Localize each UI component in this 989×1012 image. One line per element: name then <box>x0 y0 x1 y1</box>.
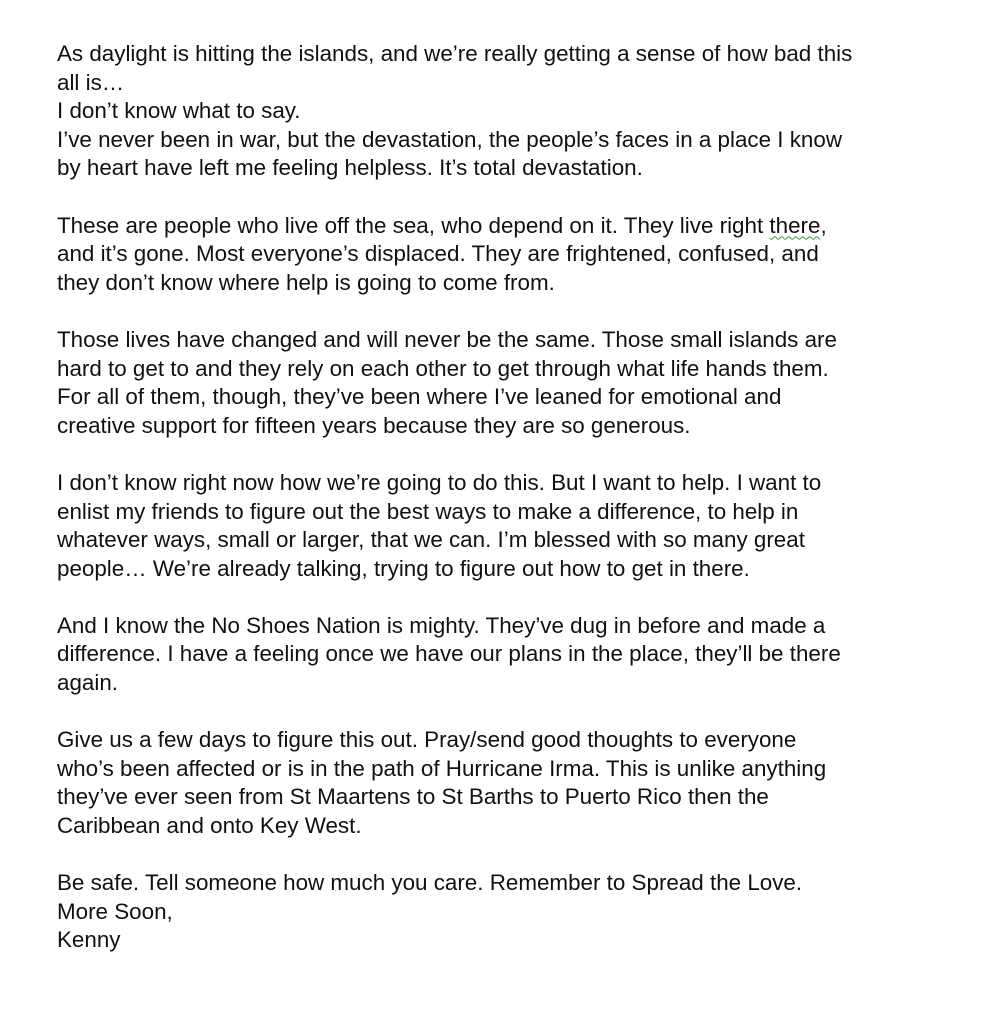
text-line: I’ve never been in war, but the devastation, the people’s faces in a place I know <box>57 126 843 152</box>
text-line: whatever ways, small or larger, that we can. I’m blessed with so many great <box>57 527 805 553</box>
text-segment: , <box>820 212 827 238</box>
signature-name: Kenny <box>57 927 121 953</box>
paragraph-spacer <box>57 583 937 612</box>
paragraph-help <box>57 469 937 583</box>
paragraph-spacer <box>57 440 937 469</box>
text-line: they don’t know where help is going to come from. <box>57 269 555 295</box>
text-line <box>57 212 937 241</box>
text-line: all is… <box>57 69 125 95</box>
paragraph-hurricane <box>57 726 937 840</box>
text-line: who’s been affected or is in the path of Hurricane Irma. This is unlike anything <box>57 755 827 781</box>
paragraph-no-shoes-nation <box>57 612 937 698</box>
text-line: More Soon, <box>57 898 173 924</box>
text-line: I don’t know what to say. <box>57 98 301 124</box>
text-line: they’ve ever seen from St Maartens to St Barths to Puerto Rico then the <box>57 784 769 810</box>
text-line: enlist my friends to figure out the best ways to make a difference, to help in <box>57 498 799 524</box>
paragraph-spacer <box>57 698 937 727</box>
paragraph-spacer <box>57 297 937 326</box>
letter-body <box>57 40 937 955</box>
text-line: and it’s gone. Most everyone’s displaced. They are frightened, confused, and <box>57 241 819 267</box>
text-line: And I know the No Shoes Nation is mighty. They’ve dug in before and made a <box>57 612 826 638</box>
text-line: people… We’re already talking, trying to figure out how to get in there. <box>57 555 750 581</box>
grammar-flagged-word: there <box>769 212 821 238</box>
text-line: Be safe. Tell someone how much you care. Remember to Spread the Love. <box>57 870 803 896</box>
paragraph-people <box>57 212 937 298</box>
text-line: creative support for fifteen years because they are so generous. <box>57 412 691 438</box>
text-line: difference. I have a feeling once we have our plans in the place, they’ll be there <box>57 641 841 667</box>
paragraph-spacer <box>57 841 937 870</box>
text-line: I don’t know right now how we’re going to do this. But I want to help. I want to <box>57 469 822 495</box>
text-line: again. <box>57 670 119 696</box>
text-line: Caribbean and onto Key West. <box>57 813 362 839</box>
text-line: hard to get to and they rely on each other to get through what life hands them. <box>57 355 829 381</box>
paragraph-lives <box>57 326 937 440</box>
text-line: Give us a few days to figure this out. Pray/send good thoughts to everyone <box>57 727 797 753</box>
text-segment: These are people who live off the sea, who depend on it. They live right <box>57 212 770 238</box>
text-line: Those lives have changed and will never be the same. Those small islands are <box>57 326 837 352</box>
paragraph-opening <box>57 40 937 183</box>
text-line: by heart have left me feeling helpless. It’s total devastation. <box>57 155 643 181</box>
paragraph-spacer <box>57 183 937 212</box>
closing-signature <box>57 869 937 955</box>
text-line: For all of them, though, they’ve been where I’ve leaned for emotional and <box>57 384 782 410</box>
text-line: As daylight is hitting the islands, and we’re really getting a sense of how bad this <box>57 41 853 66</box>
